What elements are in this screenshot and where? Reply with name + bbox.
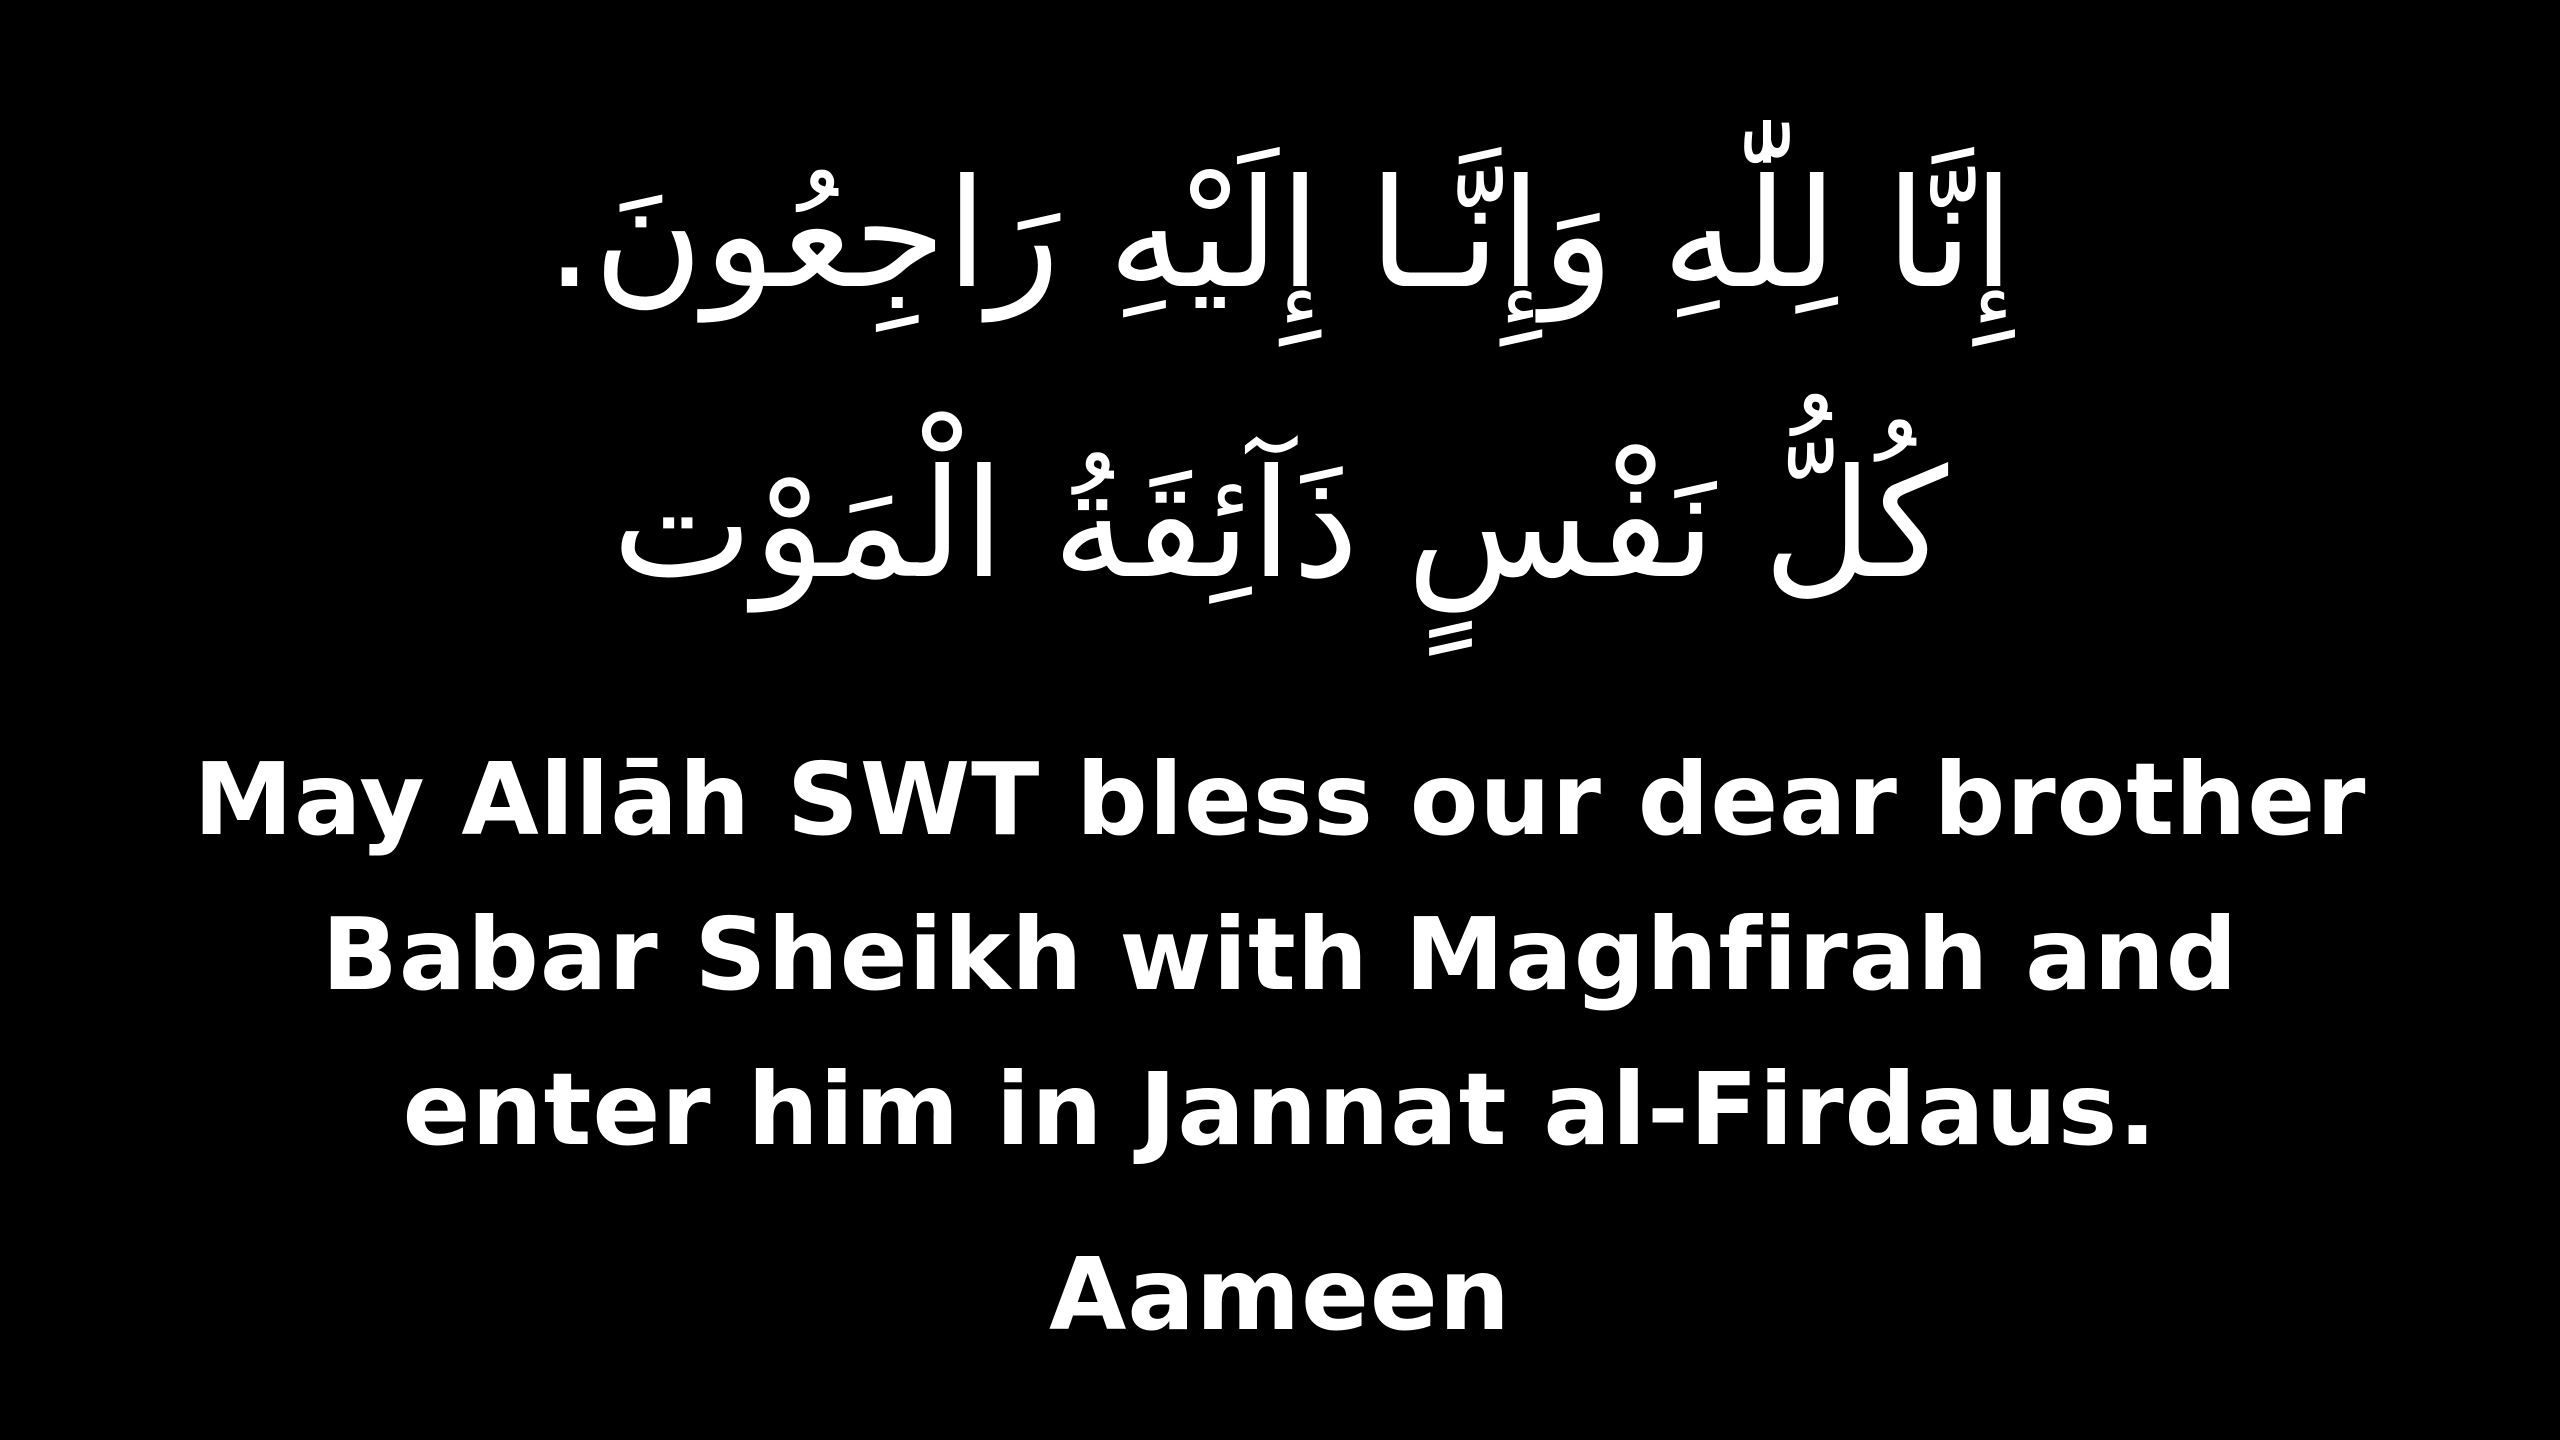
arabic-verse-kullu-nafsin: كُلُّ نَفْسٍ ذَآئِقَةُ الْمَوْت [611, 438, 1949, 612]
arabic-verse-inna-lillahi: إِنَّا لِلّٰهِ وَإِنَّـا إِلَيْهِ رَاجِعُونَ. [545, 148, 2015, 322]
message-line-1: May Allāh SWT bless our dear brother [193, 741, 2367, 858]
message-line-3: enter him in Jannat al-Firdaus. [402, 1051, 2158, 1168]
message-line-2: Babar Sheikh with Maghfirah and [321, 896, 2239, 1013]
closing-aameen: Aameen [1049, 1236, 1511, 1353]
